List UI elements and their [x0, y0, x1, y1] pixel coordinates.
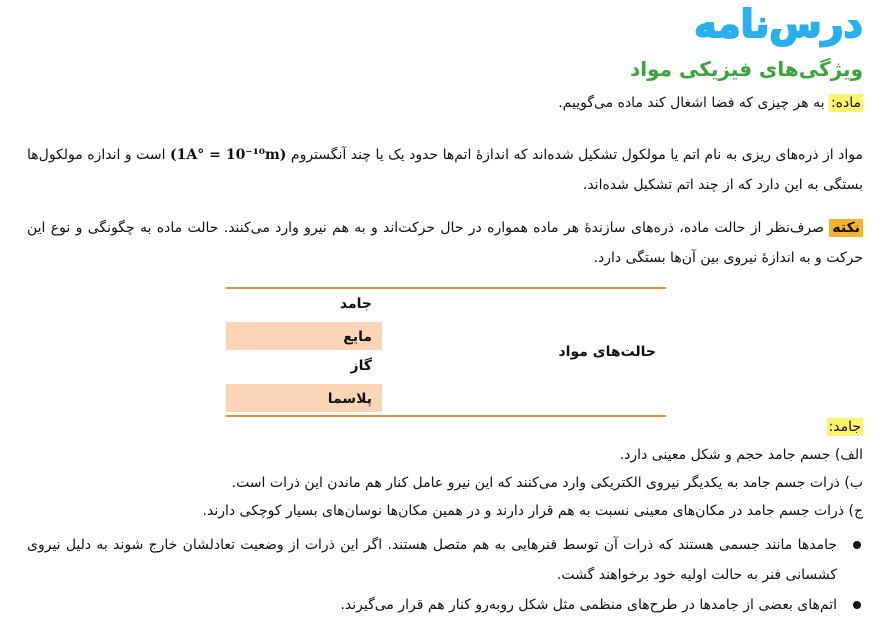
note-text: صرف‌نظر از حالت ماده، ذره‌های سازندهٔ هر ماده همواره در حال حرکت‌اند و به هم نیرو وارد می‌کنند. حالت ماده به چگونگی و نوع این حرکت و به اندازهٔ نیروی بین آن‌ها بستگی دارد.	[27, 220, 863, 266]
solid-bullet-item	[27, 590, 863, 620]
definition-text: به هر چیزی که فضا اشغال کند ماده می‌گوییم.	[558, 95, 825, 111]
states-table-label-cell	[382, 289, 666, 415]
state-row-solid: جامد	[339, 296, 372, 312]
solid-bullet-text: اتم‌های بعضی از جامدها در طرح‌های منظمی مثل شکل روبه‌رو کنار هم قرار می‌گیرند.	[340, 597, 837, 613]
solid-bullet-list	[27, 530, 863, 620]
bullet-dot-icon	[853, 601, 861, 609]
solid-bullet-text: جامدها مانند جسمی هستند که ذرات آن توسط فنرهایی به هم متصل هستند. اگر این ذرات از وضعیت تعادلشان خارج شوند به دلیل نیروی کشسانی فنر به حالت اولیه خود برخواهند گشت.	[27, 537, 837, 583]
definition-paragraph	[27, 88, 863, 118]
states-of-matter-table	[226, 287, 666, 417]
molecules-paragraph	[27, 140, 863, 200]
definition-label: ماده:	[830, 95, 861, 111]
angstrom-formula: (1A° = 10⁻¹⁰m)	[170, 147, 287, 163]
note-paragraph	[27, 213, 863, 273]
note-label: نکته	[829, 219, 863, 237]
solid-heading-line	[27, 412, 863, 442]
bullet-dot-icon	[853, 541, 861, 549]
molecules-text-after: است و اندازه مولکول‌ها بستگی به این دارد که از چند اتم تشکیل شده‌اند.	[27, 147, 863, 193]
solid-label: جامد:	[828, 419, 861, 435]
states-table-label: حالت‌های مواد	[558, 344, 656, 360]
state-row-plasma: پلاسما	[226, 382, 382, 412]
solid-item-c: ج) ذرات جسم جامد در مکان‌های معینی نسبت به هم قرار دارند و در همین مکان‌ها نوسان‌های بسیار کوچکی دارند.	[202, 503, 863, 519]
solid-item-b: ب) ذرات جسم جامد به یکدیگر نیروی الکتریکی وارد می‌کنند که این نیرو عامل کنار هم ماندن این ذرات است.	[231, 475, 863, 491]
state-row-liquid: مایع	[226, 320, 382, 350]
solid-bullet-item	[27, 530, 863, 590]
molecules-text-before: مواد از ذره‌های ریزی به نام اتم یا مولکول تشکیل شده‌اند که اندازهٔ اتم‌ها حدود یک یا چند آنگستروم	[290, 147, 863, 163]
state-row-gas: گاز	[350, 358, 372, 374]
lesson-title: ویژگی‌های فیزیکی مواد	[630, 57, 863, 81]
section-logo-title: درس‌نامه	[694, 2, 863, 46]
solid-item-a: الف) جسم جامد حجم و شکل معینی دارد.	[619, 447, 863, 463]
